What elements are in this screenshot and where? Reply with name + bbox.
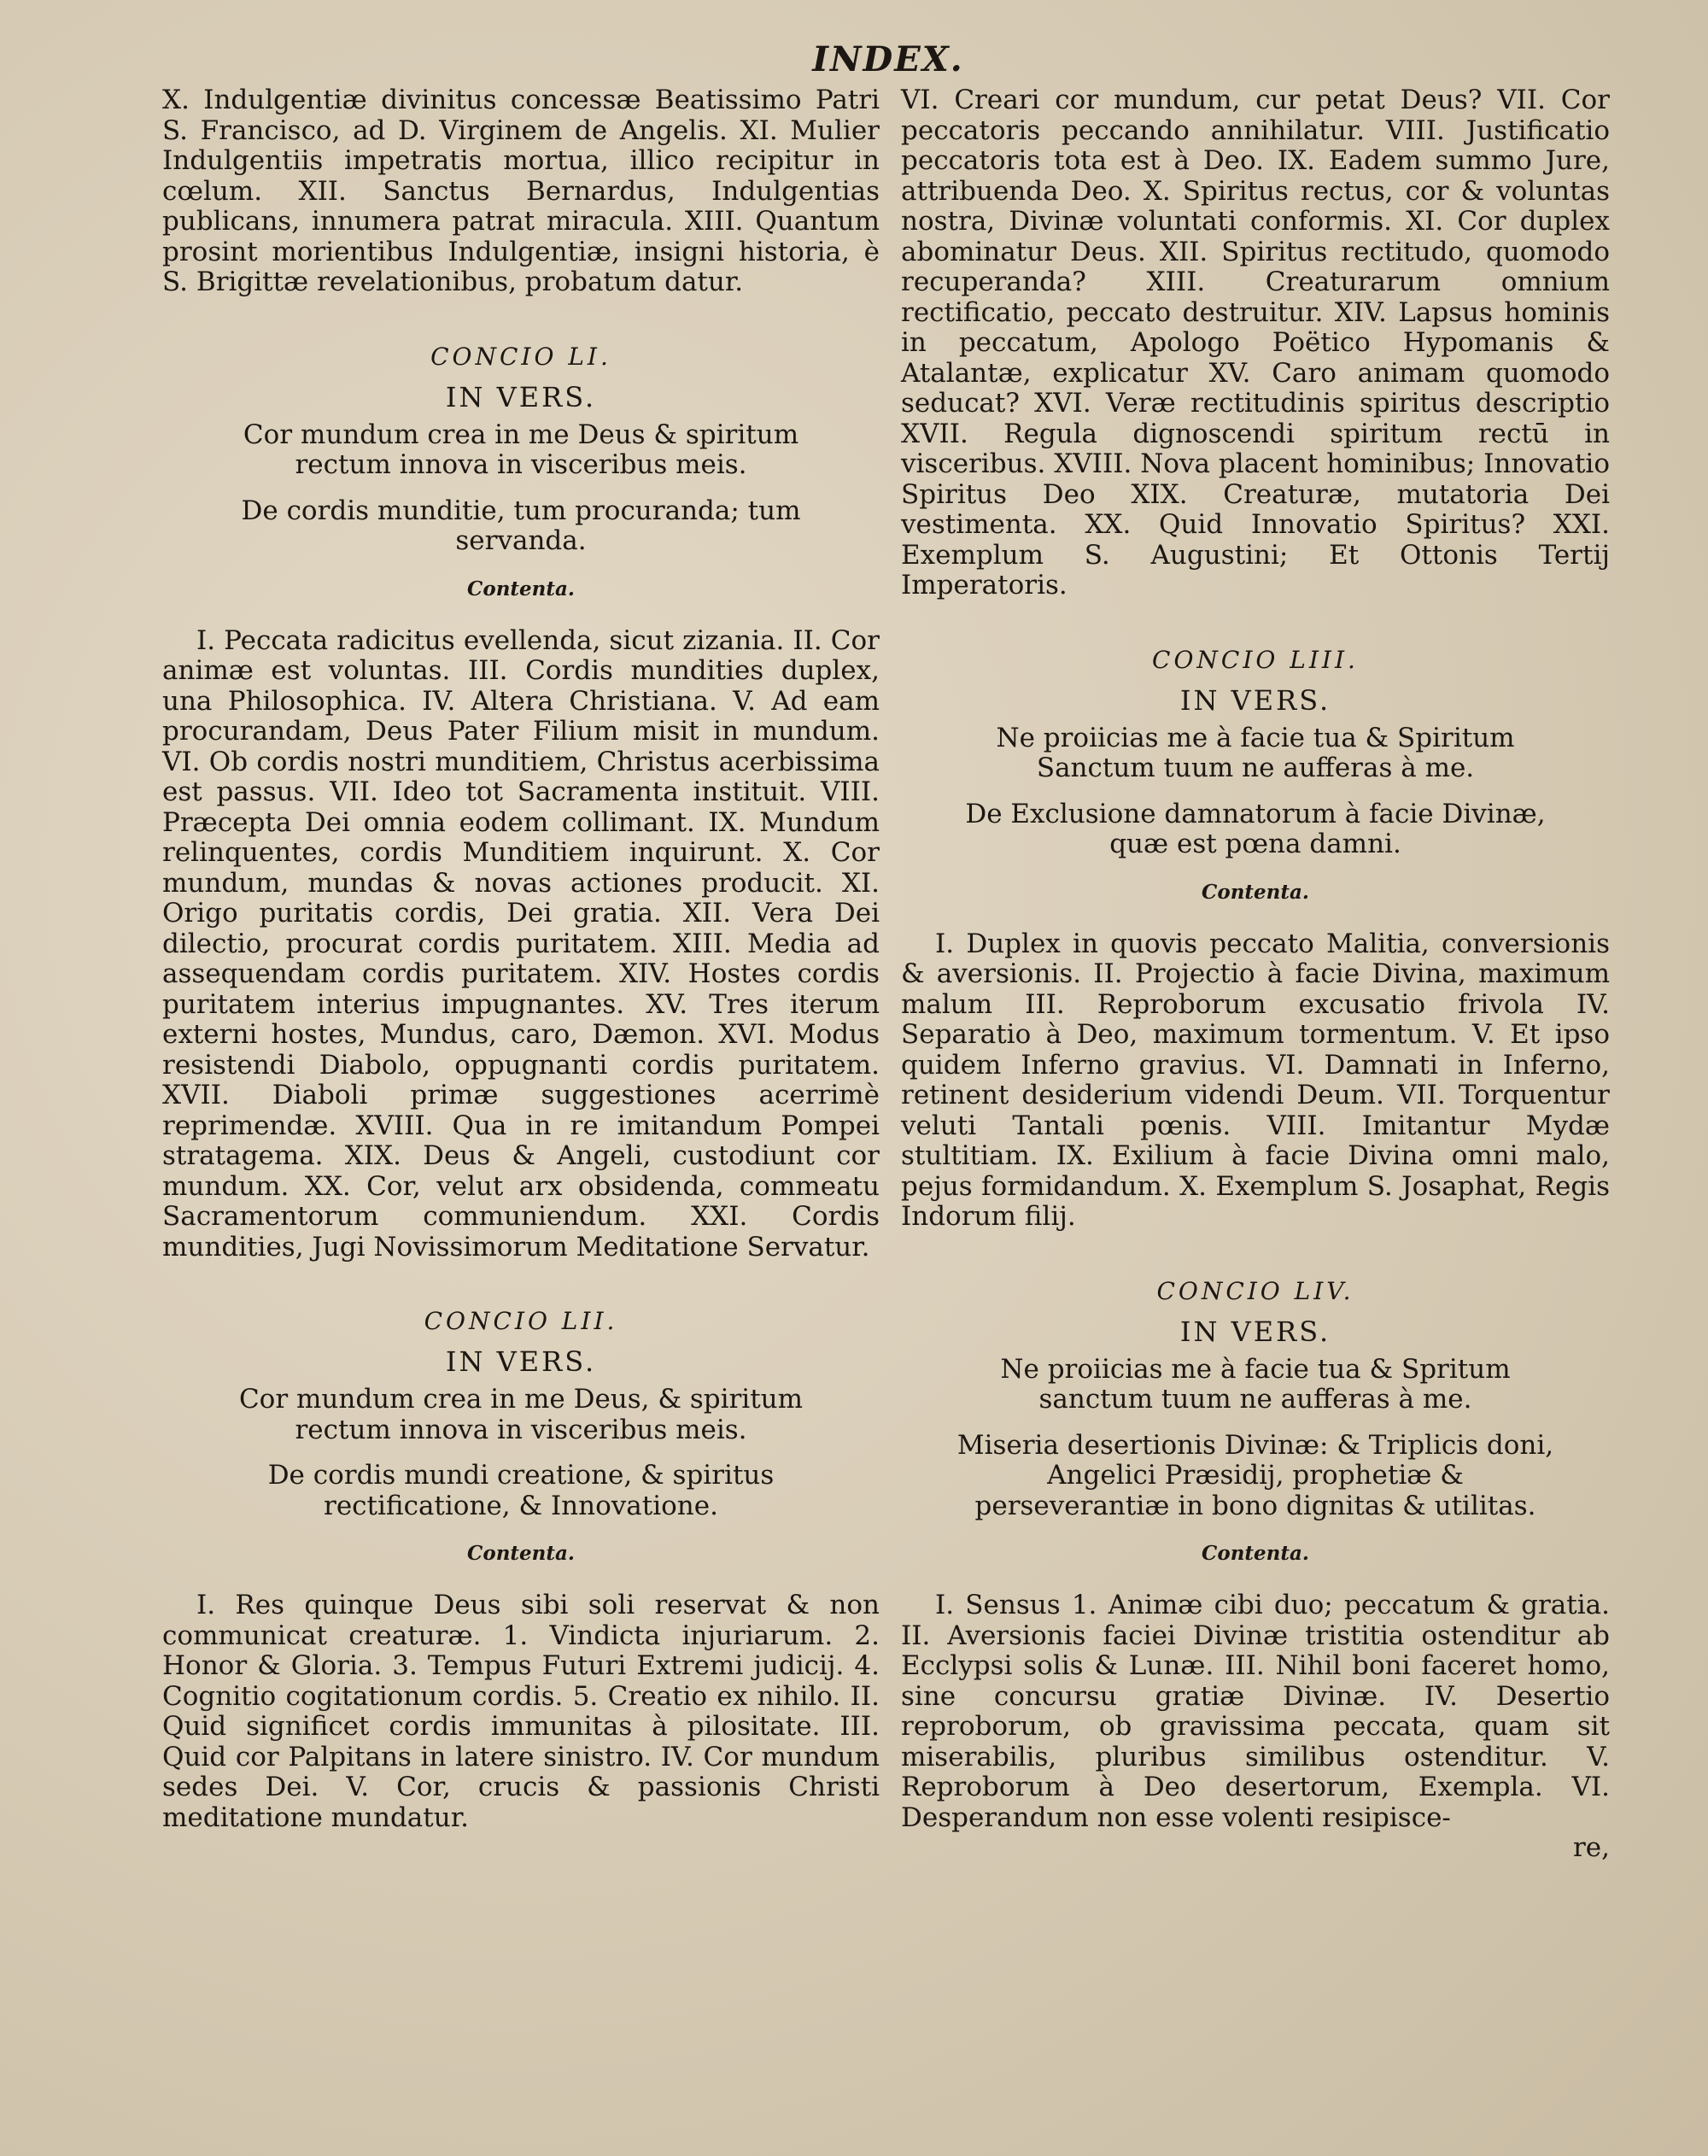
contents-paragraph: I. Res quinque Deus sibi soli reservat & non communicat creaturæ. 1. Vindicta injuriarum. 2. Honor & Gloria. 3. Tempus Futuri Extremi judicij. 4. Cognitio cogitationum cordis. 5. Creatio ex nihilo. II. Quid significet cordis immunitas à pilositate. III. Quid cor Palpitans in latere sinistro. IV. Cor mundum sedes Dei. V. Cor, crucis & passionis Christi meditatione mundatur. xyxy=(162,1590,880,1833)
sermon-topic: De cordis munditie, tum procuranda; tum servanda. xyxy=(241,495,801,556)
concio-51-section xyxy=(162,343,880,1263)
scripture-verse: Cor mundum crea in me Deus & spiritum rectum innova in visceribus meis. xyxy=(243,419,799,480)
contents-paragraph: I. Peccata radicitus evellenda, sicut zizania. II. Cor animæ est voluntas. III. Cordis mundities duplex, una Philosophica. IV. Altera Christiana. V. Ad eam procurandam, Deus Pater Filium misit in mundum. VI. Ob cordis nostri munditiem, Christus acerbissima est passus. VII. Ideo tot Sacramenta instituit. VIII. Præcepta Dei omnia eodem collimant. IX. Mundum relinquentes, cordis Munditiem inquirunt. X. Cor mundum, mundas & novas actiones producit. XI. Origo puritatis cordis, Dei gratia. XII. Vera Dei dilectio, procurat cordis puritatem. XIII. Media ad assequendam cordis puritatem. XIV. Hostes cordis puritatem interius impugnantes. XV. Tres iterum externi hostes, Mundus, caro, Dæmon. XVI. Modus resistendi Diabolo, oppugnanti cordis puritatem. XVII. Diaboli primæ suggestiones acerrimè reprimendæ. XVIII. Qua in re imitandum Pompei stratagema. XIX. Deus & Angeli, custodiunt cor mundum. XX. Cor, velut arx obsidenda, commeatu Sacramentorum communiendum. XXI. Cordis mundities, Jugi Novissimorum Meditatione Servatur. xyxy=(162,624,880,1263)
concio-54-section xyxy=(901,1277,1610,1864)
concio-heading: CONCIO LIV. xyxy=(1156,1276,1354,1305)
scripture-verse: Cor mundum crea in me Deus, & spiritum rectum innova in visceribus meis. xyxy=(238,1384,804,1445)
contents-paragraph: I. Sensus 1. Animæ cibi duo; peccatum & gratia. II. Aversionis faciei Divinæ tristitia ostenditur ab Ecclypsi solis & Lunæ. III. Nihil boni faceret homo, sine concursu gratiæ Divinæ. IV. Desertio reproborum, ob gravissima peccata, quam sit miserabilis, pluribus similibus ostenditur. V. Reproborum à Deo desertorum, Exempla. VI. Desperandum non esse volenti resipisce- xyxy=(901,1590,1610,1833)
right-column xyxy=(901,85,1610,1864)
contenta-label: Contenta. xyxy=(467,1542,575,1565)
running-header xyxy=(0,39,1708,79)
left-column xyxy=(162,85,880,1833)
contenta-label: Contenta. xyxy=(467,577,575,601)
running-header-title: INDEX. xyxy=(812,39,964,79)
sermon-topic: De Exclusione damnatorum à facie Divinæ, quæ est pœna damni. xyxy=(965,798,1546,859)
contenta-label: Contenta. xyxy=(1202,880,1309,904)
sermon-topic: Miseria desertionis Divinæ: & Triplicis doni, Angelici Præsidij, prophetiæ & perseverantiæ in bono dignitas & utilitas. xyxy=(956,1429,1554,1521)
concio-52-section xyxy=(162,1307,880,1833)
concio-heading: CONCIO LIII. xyxy=(1152,645,1359,674)
contents-paragraph: I. Duplex in quovis peccato Malitia, conversionis & aversionis. II. Projectio à facie Divina, maximum malum III. Reproborum excusatio frivola IV. Separatio à Deo, maximum tormentum. V. Et ipso quidem Inferno gravius. VI. Damnati in Inferno, retinent desiderium videndi Deum. VII. Torquentur veluti Tantali pœnis. VIII. Imitantur Mydæ stultitiam. IX. Exilium à facie Divina omni malo, pejus formidandum. X. Exemplum S. Josaphat, Regis Indorum filij. xyxy=(901,928,1610,1232)
intro-continuation: X. Indulgentiæ divinitus concessæ Beatissimo Patri S. Francisco, ad D. Virginem de Angelis. XI. Mulier Indulgentiis impetratis mortua, illico recipitur in cœlum. XII. Sanctus Bernardus, Indulgentias publicans, innumera patrat miracula. XIII. Quantum prosint morientibus Indulgentiæ, insigni historia, è S. Brigittæ revelationibus, probatum datur. xyxy=(162,85,880,297)
in-vers-label: IN VERS. xyxy=(1179,1315,1331,1348)
catchword: re, xyxy=(1572,1832,1610,1863)
scripture-verse: Ne proiicias me à facie tua & Spritum sanctum tuum ne aufferas à me. xyxy=(1000,1353,1511,1415)
concio-heading: CONCIO LII. xyxy=(424,1307,618,1335)
sermon-topic: De cordis mundi creatione, & spiritus rectificatione, & Innovatione. xyxy=(267,1460,775,1521)
concio-heading: CONCIO LI. xyxy=(430,342,611,371)
in-vers-label: IN VERS. xyxy=(445,380,597,413)
concio-53-section xyxy=(901,646,1610,1233)
in-vers-label: IN VERS. xyxy=(445,1345,597,1378)
scripture-verse: Ne proiicias me à facie tua & Spiritum Sanctum tuum ne aufferas à me. xyxy=(996,722,1515,783)
concio-52-continuation: VI. Creari cor mundum, cur petat Deus? VII. Cor peccatoris peccando annihilatur. VIII. Justificatio peccatoris tota est à Deo. IX. Eadem summo Jure, attribuenda Deo. X. Spiritus rectus, cor & voluntas nostra, Divinæ voluntati conformis. XI. Cor duplex abominatur Deus. XII. Spiritus rectitudo, quomodo recuperanda? XIII. Creaturarum omnium rectificatio, peccato destruitur. XIV. Lapsus hominis in peccatum, Apologo Poëtico Hypomanis & Atalantæ, explicatur XV. Caro animam quomodo seducat? XVI. Veræ rectitudinis spiritus descriptio XVII. Regula dignoscendi spiritum rectū in visceribus. XVIII. Nova placent hominibus; Innovatio Spiritus Deo XIX. Creaturæ, mutatoria Dei vestimenta. XX. Quid Innovatio Spiritus? XXI. Exemplum S. Augustini; Et Ottonis Tertij Imperatoris. xyxy=(901,85,1610,601)
contenta-label: Contenta. xyxy=(1202,1542,1309,1565)
in-vers-label: IN VERS. xyxy=(1179,683,1331,717)
